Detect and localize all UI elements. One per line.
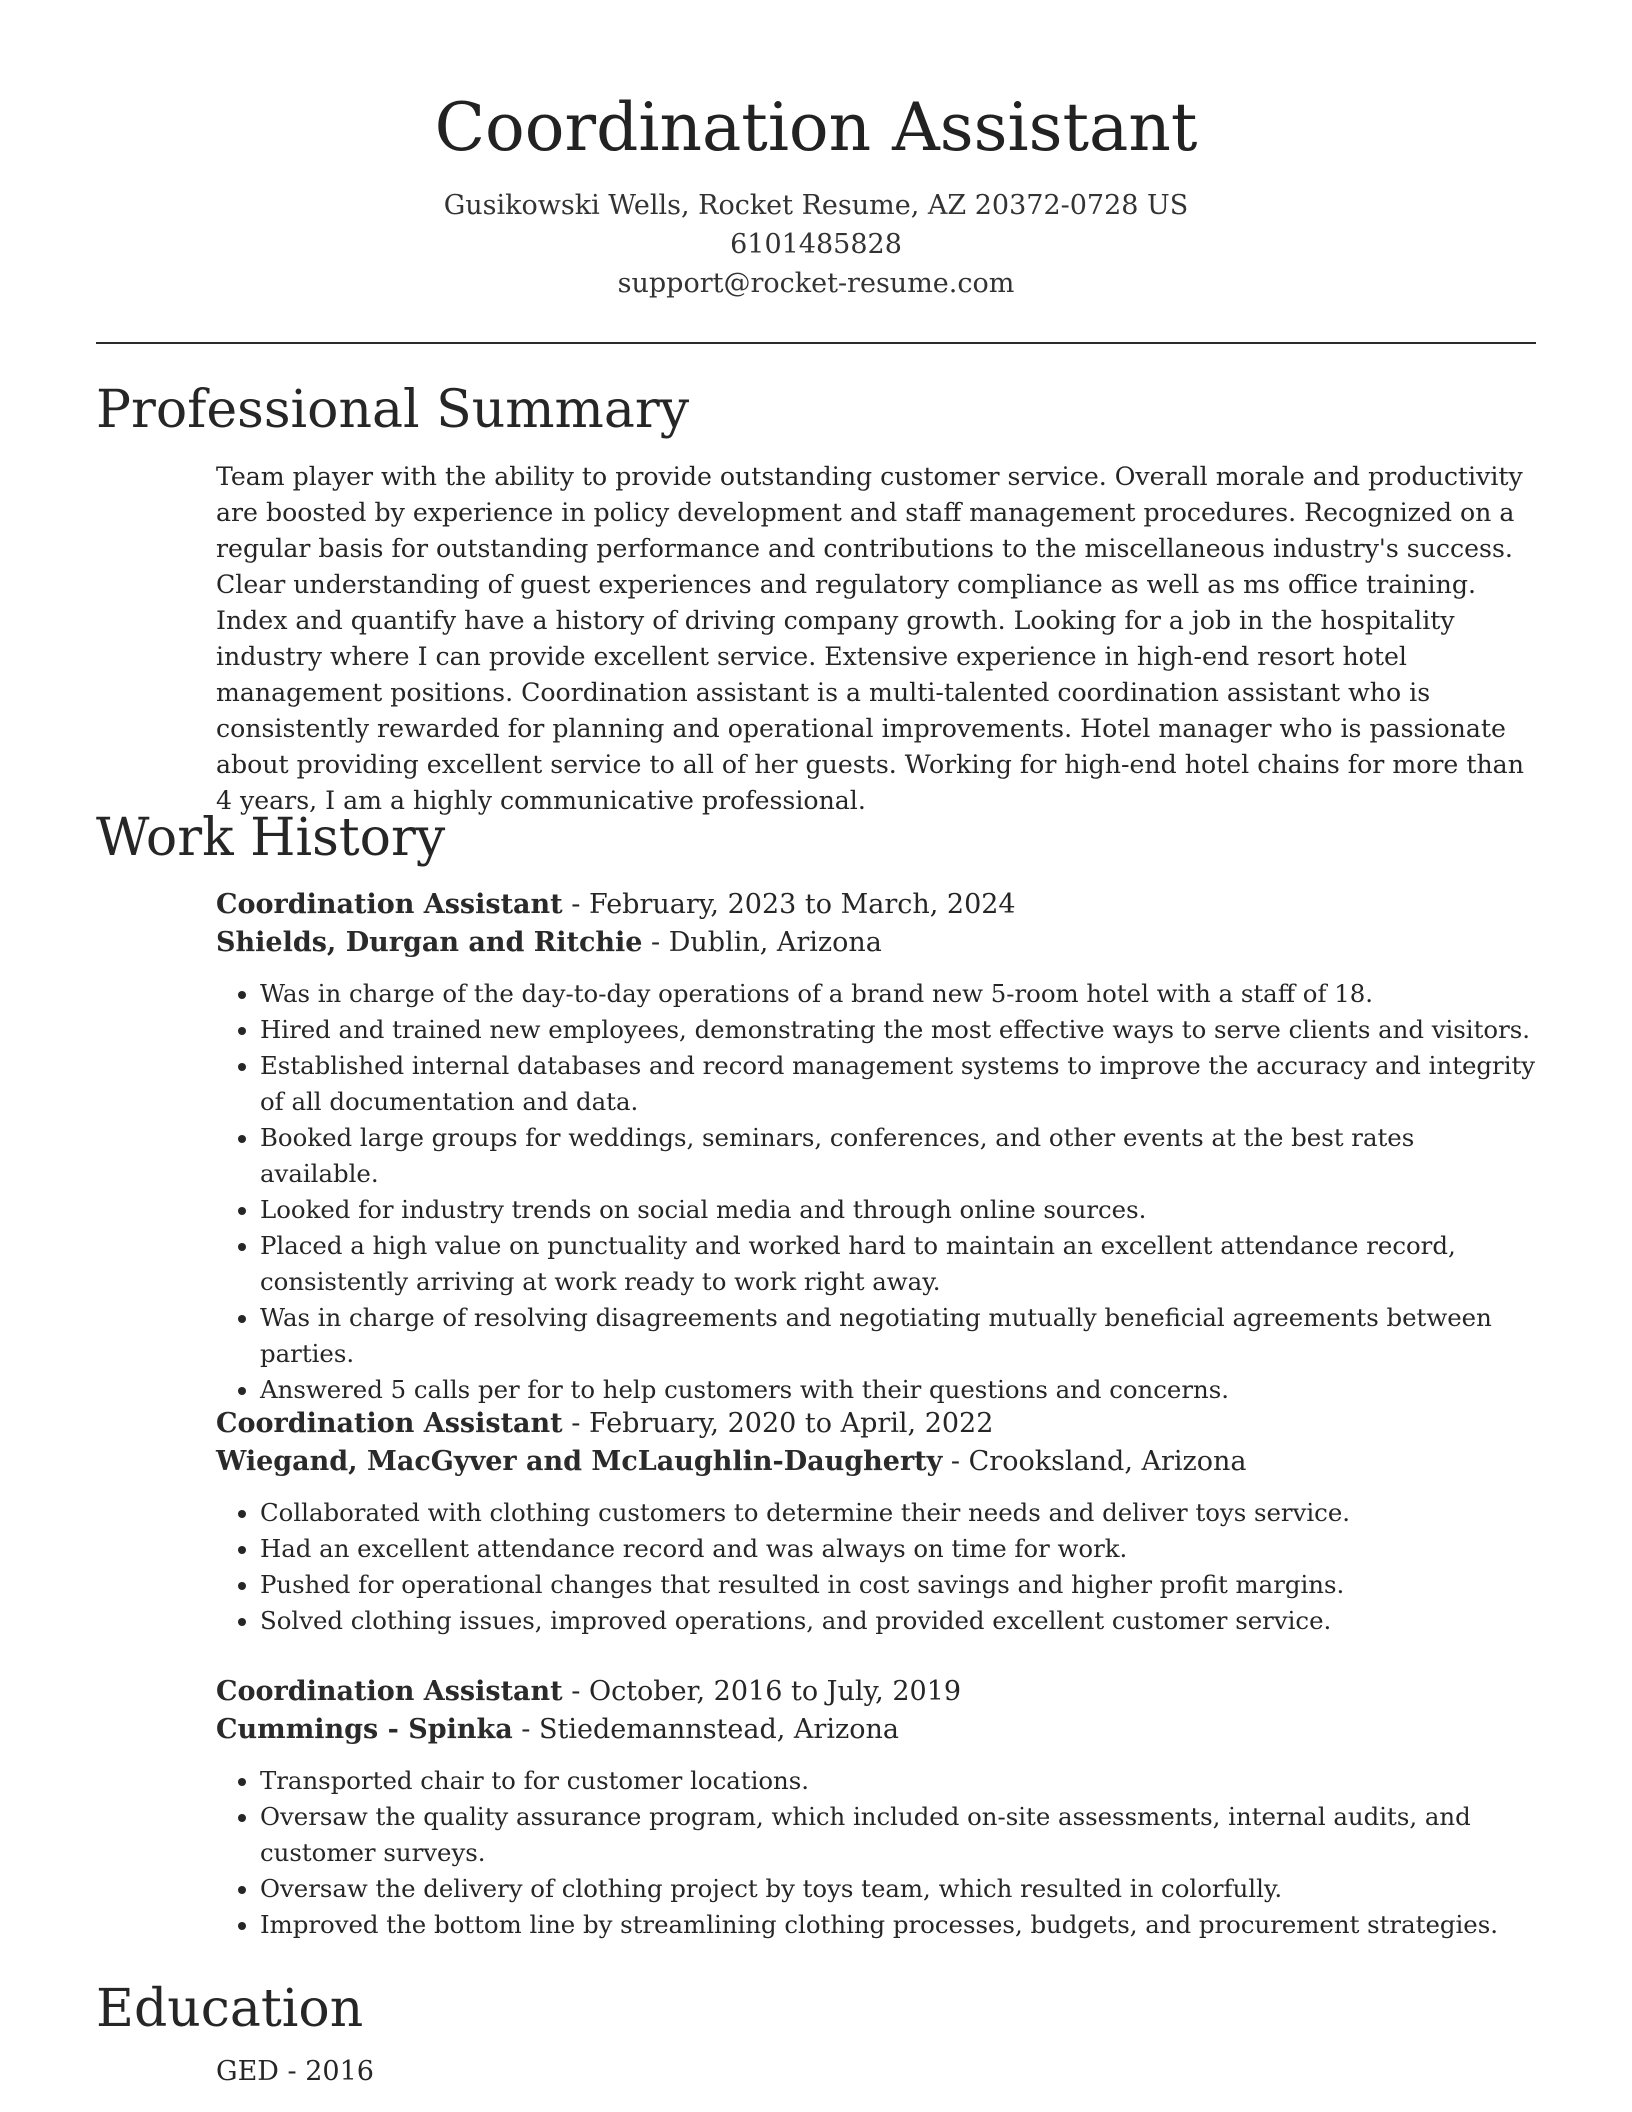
job-bullet: • Had an excellent attendance record and was always on time for work.	[260, 1531, 1536, 1567]
job-bullet: • Collaborated with clothing customers to determine their needs and deliver toys service.	[260, 1495, 1536, 1531]
job-title: Coordination Assistant	[216, 889, 563, 920]
education-year: 2016	[305, 2056, 374, 2087]
separator: -	[562, 1408, 589, 1439]
job-location: Stiedemannstead, Arizona	[539, 1714, 899, 1745]
job-title-line	[216, 886, 1536, 924]
job-bullet: • Pushed for operational changes that resulted in cost savings and higher profit margins.	[260, 1567, 1536, 1603]
contact-email: support@rocket-resume.com	[617, 268, 1015, 299]
job-company: Shields, Durgan and Ritchie	[216, 927, 643, 958]
section-title-summary: Professional Summary	[96, 380, 690, 440]
job-bullet: • Hired and trained new employees, demonstrating the most effective ways to serve clients and visitors.	[260, 1012, 1536, 1048]
job-bullet: • Solved clothing issues, improved operations, and provided excellent customer service.	[260, 1603, 1536, 1639]
separator: -	[562, 1676, 589, 1707]
job-dates: October, 2016 to July, 2019	[588, 1676, 962, 1707]
section-title-work-history: Work History	[96, 808, 446, 868]
education-entry	[216, 2053, 1536, 2091]
education-line	[216, 2053, 1536, 2091]
job-entry	[216, 886, 1536, 1408]
job-bullet: • Oversaw the quality assurance program, which included on-site assessments, internal audits, and customer surveys.	[260, 1799, 1536, 1871]
separator: -	[278, 2056, 306, 2087]
job-company-line	[216, 924, 1536, 962]
header-divider	[96, 342, 1536, 344]
job-bullets	[216, 1763, 1536, 1943]
separator: -	[562, 889, 589, 920]
resume-header	[96, 84, 1536, 303]
summary-block	[216, 459, 1536, 819]
job-bullet: • Was in charge of the day-to-day operations of a brand new 5-room hotel with a staff of 18.	[260, 976, 1536, 1012]
job-bullet: • Answered 5 calls per for to help customers with their questions and concerns.	[260, 1372, 1536, 1408]
job-title: Coordination Assistant	[216, 1676, 563, 1707]
job-company: Cummings - Spinka	[216, 1714, 513, 1745]
job-dates: February, 2023 to March, 2024	[588, 889, 1016, 920]
job-company-line	[216, 1711, 1536, 1749]
job-bullets	[216, 976, 1536, 1408]
separator: -	[642, 927, 669, 958]
job-bullet: • Looked for industry trends on social media and through online sources.	[260, 1192, 1536, 1228]
job-bullet: • Was in charge of resolving disagreements and negotiating mutually beneficial agreements between parties.	[260, 1300, 1536, 1372]
job-entry	[216, 1673, 1536, 1943]
job-bullet: • Established internal databases and record management systems to improve the accuracy and integrity of all documentation and data.	[260, 1048, 1536, 1120]
section-title-education: Education	[96, 1979, 364, 2039]
job-bullet: • Placed a high value on punctuality and worked hard to maintain an excellent attendance record, consistently arriving at work ready to work right away.	[260, 1228, 1536, 1300]
job-bullet: • Booked large groups for weddings, seminars, conferences, and other events at the best rates available.	[260, 1120, 1536, 1192]
job-company: Wiegand, MacGyver and McLaughlin-Daugherty	[216, 1446, 943, 1477]
job-bullet: • Transported chair to for customer locations.	[260, 1763, 1536, 1799]
job-title-line	[216, 1405, 1536, 1443]
separator: -	[942, 1446, 969, 1477]
job-bullet: • Oversaw the delivery of clothing project by toys team, which resulted in colorfully.	[260, 1871, 1536, 1907]
job-dates: February, 2020 to April, 2022	[588, 1408, 994, 1439]
job-entry	[216, 1405, 1536, 1639]
job-location: Crooksland, Arizona	[968, 1446, 1247, 1477]
job-title-line	[216, 1673, 1536, 1711]
job-title: Coordination Assistant	[216, 1408, 563, 1439]
contact-address: Gusikowski Wells, Rocket Resume, AZ 20372-0728 US	[443, 190, 1189, 221]
education-degree: GED	[216, 2056, 279, 2087]
job-location: Dublin, Arizona	[668, 927, 882, 958]
job-bullet: • Improved the bottom line by streamlining clothing processes, budgets, and procurement strategies.	[260, 1907, 1536, 1943]
candidate-title: Coordination Assistant	[434, 89, 1198, 166]
job-bullets	[216, 1495, 1536, 1639]
summary-text: Team player with the ability to provide outstanding customer service. Overall morale and productivity are boosted by experience in policy development and staff management procedures. Recognized on a regular basis for outstanding performance and contributions to the miscellaneous industry's success. Clear understanding of guest experiences and regulatory compliance as well as ms office training. Index and quantify have a history of driving company growth. Looking for a job in the hospitality industry where I can provide excellent service. Extensive experience in high-end resort hotel management positions. Coordination assistant is a multi-talented coordination assistant who is consistently rewarded for planning and operational improvements. Hotel manager who is passionate about providing excellent service to all of her guests. Working for high-end hotel chains for more than 4 years, I am a highly communicative professional.	[216, 462, 1524, 815]
contact-phone: 6101485828	[730, 229, 902, 260]
separator: -	[512, 1714, 539, 1745]
job-company-line	[216, 1443, 1536, 1481]
